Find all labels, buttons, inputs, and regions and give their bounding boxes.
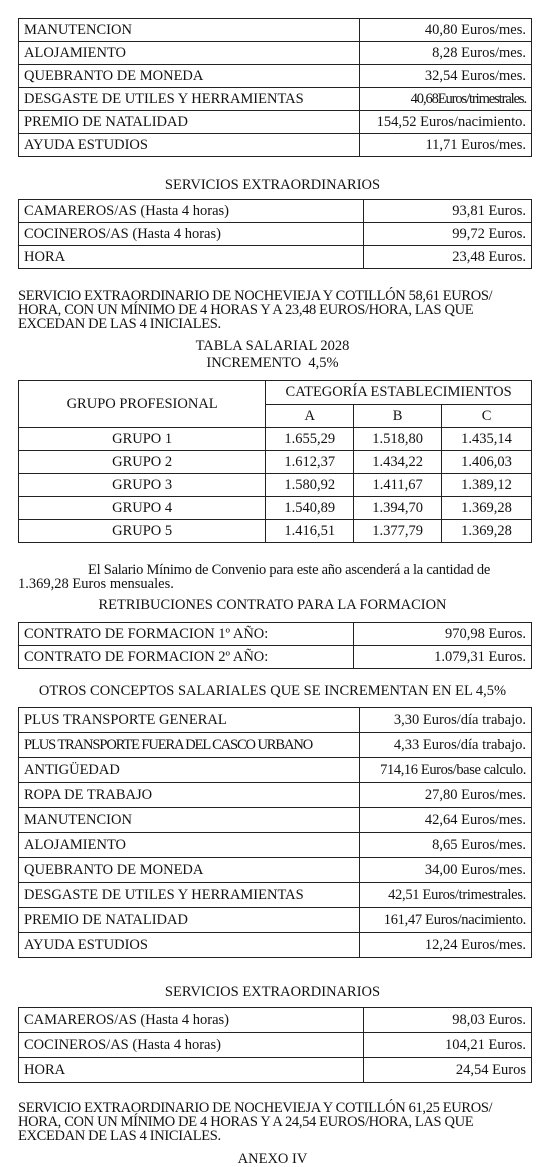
- table-row: [19, 758, 532, 783]
- concept-value: 34,00 Euros/mes.: [360, 858, 532, 883]
- concept-label: ALOJAMIENTO: [19, 833, 360, 858]
- table-row: [19, 65, 532, 88]
- concept-value: 11,71 Euros/mes.: [360, 134, 532, 157]
- concept-label: DESGASTE DE UTILES Y HERRAMIENTAS: [19, 883, 360, 908]
- service-value: 99,72 Euros.: [364, 223, 532, 246]
- note-line: SERVICIO EXTRAORDINARIO DE NOCHEVIEJA Y COTILLÓN 58,61 EUROS/: [18, 288, 493, 304]
- salary-cell: 1.518,80: [354, 428, 442, 451]
- group-cell: GRUPO 3: [19, 474, 266, 497]
- table-row: [19, 19, 532, 42]
- concept-label: PREMIO DE NATALIDAD: [19, 111, 360, 134]
- column-header: A: [266, 404, 354, 428]
- concept-label: DESGASTE DE UTILES Y HERRAMIENTAS: [19, 88, 360, 111]
- note-line: HORA, CON UN MÍNIMO DE 4 HORAS Y A 24,54 EUROS/HORA, LAS QUE: [18, 1114, 474, 1130]
- table-row: [19, 88, 532, 111]
- salary-cell: 1.612,37: [266, 451, 354, 474]
- training-label: CONTRATO DE FORMACION 2º AÑO:: [19, 646, 354, 669]
- note-line: 1.369,28 Euros mensuales.: [18, 576, 174, 592]
- group-cell: GRUPO 1: [19, 428, 266, 451]
- concept-label: PLUS TRANSPORTE GENERAL: [19, 708, 360, 733]
- concept-value: 42,64 Euros/mes.: [360, 808, 532, 833]
- service-label: HORA: [19, 246, 364, 269]
- service-label: CAMAREROS/AS (Hasta 4 horas): [19, 1008, 364, 1033]
- concept-value: 12,24 Euros/mes.: [360, 933, 532, 958]
- training-table: [18, 622, 532, 669]
- group-header: GRUPO PROFESIONAL: [19, 381, 266, 428]
- table-row: [19, 1058, 532, 1083]
- salary-cell: 1.394,70: [354, 497, 442, 520]
- training-label: CONTRATO DE FORMACION 1º AÑO:: [19, 623, 354, 646]
- concept-label: PLUS TRANSPORTE FUERA DEL CASCO URBANO: [19, 733, 360, 758]
- concept-value: 42,51 Euros/trimestrales.: [360, 883, 532, 908]
- table-row: [19, 933, 532, 958]
- concept-label: ROPA DE TRABAJO: [19, 783, 360, 808]
- table-row: [19, 497, 532, 520]
- table-row: [19, 1033, 532, 1058]
- table-header-row: [19, 381, 532, 405]
- service-value: 23,48 Euros.: [364, 246, 532, 269]
- salary-cell: 1.406,03: [442, 451, 532, 474]
- service-label: COCINEROS/AS (Hasta 4 horas): [19, 1033, 364, 1058]
- table-row: [19, 223, 532, 246]
- concept-label: MANUTENCION: [19, 19, 360, 42]
- table-row: [19, 833, 532, 858]
- concept-label: AYUDA ESTUDIOS: [19, 933, 360, 958]
- table-row: [19, 858, 532, 883]
- salary-cell: 1.434,22: [354, 451, 442, 474]
- concept-value: 40,80 Euros/mes.: [360, 19, 532, 42]
- concept-label: PREMIO DE NATALIDAD: [19, 908, 360, 933]
- table-row: [19, 733, 532, 758]
- group-cell: GRUPO 2: [19, 451, 266, 474]
- category-header: CATEGORÍA ESTABLECIMIENTOS: [266, 381, 532, 405]
- training-value: 970,98 Euros.: [354, 623, 532, 646]
- minimum-salary-note: [18, 563, 532, 591]
- salary-table-title: TABLA SALARIAL 2028: [195, 338, 350, 354]
- table-row: [19, 1008, 532, 1033]
- section-heading: OTROS CONCEPTOS SALARIALES QUE SE INCREMENTAN EN EL 4,5%: [38, 683, 507, 699]
- concept-label: QUEBRANTO DE MONEDA: [19, 858, 360, 883]
- note-line: El Salario Mínimo de Convenio para este año ascenderá a la cantidad de: [88, 562, 491, 578]
- column-header: B: [354, 404, 442, 428]
- section-heading: SERVICIOS EXTRAORDINARIOS: [164, 177, 381, 193]
- concept-label: ANTIGÜEDAD: [19, 758, 360, 783]
- salary-cell: 1.655,29: [266, 428, 354, 451]
- service-value: 98,03 Euros.: [364, 1008, 532, 1033]
- service-value: 104,21 Euros.: [364, 1033, 532, 1058]
- service-value: 93,81 Euros.: [364, 200, 532, 223]
- section-heading: SERVICIOS EXTRAORDINARIOS: [164, 984, 381, 1000]
- concept-label: AYUDA ESTUDIOS: [19, 134, 360, 157]
- table-row: [19, 246, 532, 269]
- salary-cell: 1.580,92: [266, 474, 354, 497]
- concept-value: 3,30 Euros/día trabajo.: [360, 708, 532, 733]
- table-row: [19, 451, 532, 474]
- table-row: [19, 883, 532, 908]
- table-row: [19, 808, 532, 833]
- concept-label: ALOJAMIENTO: [19, 42, 360, 65]
- training-value: 1.079,31 Euros.: [354, 646, 532, 669]
- group-cell: GRUPO 5: [19, 520, 266, 543]
- table-row: [19, 623, 532, 646]
- service-value: 24,54 Euros: [364, 1058, 532, 1083]
- table-row: [19, 111, 532, 134]
- concept-value: 8,65 Euros/mes.: [360, 833, 532, 858]
- concept-value: 4,33 Euros/día trabajo.: [360, 733, 532, 758]
- service-label: COCINEROS/AS (Hasta 4 horas): [19, 223, 364, 246]
- salary-cell: 1.369,28: [442, 497, 532, 520]
- note-line: EXCEDAN DE LAS 4 INICIALES.: [18, 1128, 221, 1144]
- concept-value: 40,68Euros/trimestrales.: [360, 88, 532, 111]
- salary-increment: INCREMENTO 4,5%: [206, 355, 339, 371]
- new-year-note-2: [18, 1101, 532, 1143]
- note-line: HORA, CON UN MÍNIMO DE 4 HORAS Y A 23,48 EUROS/HORA, LAS QUE: [18, 302, 474, 318]
- annex-heading: ANEXO IV: [237, 1151, 308, 1167]
- table-row: [19, 520, 532, 543]
- table-row: [19, 708, 532, 733]
- service-label: HORA: [19, 1058, 364, 1083]
- new-year-note: [18, 289, 532, 331]
- table-row: [19, 646, 532, 669]
- concept-value: 32,54 Euros/mes.: [360, 65, 532, 88]
- salary-cell: 1.377,79: [354, 520, 442, 543]
- salary-cell: 1.389,12: [442, 474, 532, 497]
- section-heading: RETRIBUCIONES CONTRATO PARA LA FORMACION: [98, 597, 447, 613]
- table-row: [19, 200, 532, 223]
- concept-value: 714,16 Euros/base calculo.: [360, 758, 532, 783]
- concept-label: QUEBRANTO DE MONEDA: [19, 65, 360, 88]
- note-line: SERVICIO EXTRAORDINARIO DE NOCHEVIEJA Y COTILLÓN 61,25 EUROS/: [18, 1100, 493, 1116]
- salary-cell: 1.540,89: [266, 497, 354, 520]
- salary-cell: 1.369,28: [442, 520, 532, 543]
- table-row: [19, 42, 532, 65]
- note-line: EXCEDAN DE LAS 4 INICIALES.: [18, 316, 221, 332]
- salary-cell: 1.416,51: [266, 520, 354, 543]
- concept-value: 8,28 Euros/mes.: [360, 42, 532, 65]
- table-row: [19, 783, 532, 808]
- other-concepts-table: [18, 707, 532, 958]
- service-label: CAMAREROS/AS (Hasta 4 horas): [19, 200, 364, 223]
- group-cell: GRUPO 4: [19, 497, 266, 520]
- table-row: [19, 474, 532, 497]
- concept-label: MANUTENCION: [19, 808, 360, 833]
- column-header: C: [442, 404, 532, 428]
- salary-cell: 1.435,14: [442, 428, 532, 451]
- concept-value: 154,52 Euros/nacimiento.: [360, 111, 532, 134]
- extra-services-table-2: [18, 1007, 532, 1083]
- concept-value: 27,80 Euros/mes.: [360, 783, 532, 808]
- concepts-table-top: [18, 18, 532, 157]
- table-row: [19, 134, 532, 157]
- table-row: [19, 428, 532, 451]
- salary-table: [18, 380, 532, 543]
- extra-services-table: [18, 199, 532, 269]
- salary-cell: 1.411,67: [354, 474, 442, 497]
- table-row: [19, 908, 532, 933]
- concept-value: 161,47 Euros/nacimiento.: [360, 908, 532, 933]
